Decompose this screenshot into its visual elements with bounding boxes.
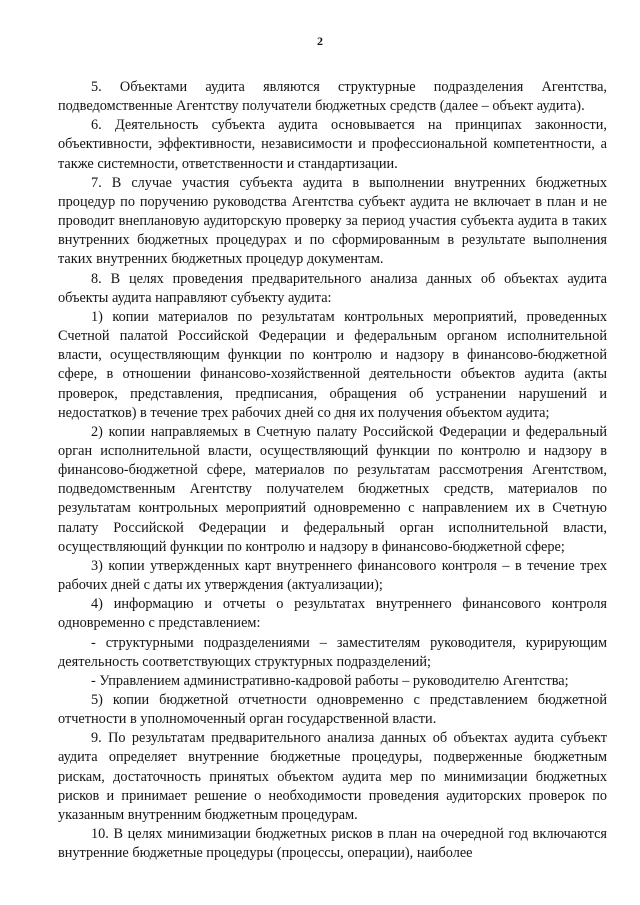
paragraph-8-item-4: 4) информацию и отчеты о результатах внутреннего финансового контроля одновременно с представлением: [58, 596, 607, 632]
paragraph-8-item-1: 1) копии материалов по результатам контрольных мероприятий, проведенных Счетной палатой Российской Федерации и федеральным органом исполнительной власти, осуществляющим функции по контролю и надзору в финансово-бюджетной сфере, в отношении финансово-хозяйственной деятельности объектов аудита (акты проверок, представления, предписания, обращения об устранении нарушений и недостатков) в течение трех рабочих дней со дня их получения объектом аудита; [58, 308, 607, 421]
paragraph-5: 5. Объектами аудита являются структурные подразделения Агентства, подведомственные Агентству получатели бюджетных средств (далее – объект аудита). [58, 79, 607, 115]
paragraph-8: 8. В целях проведения предварительного анализа данных об объектах аудита объекты аудита направляют субъекту аудита: [58, 270, 607, 306]
paragraph-6: 6. Деятельность субъекта аудита основывается на принципах законности, объективности, эффективности, независимости и профессиональной компетентности, а также системности, ответственности и стандартизации. [58, 117, 607, 172]
paragraph-9: 9. По результатам предварительного анализа данных об объектах аудита субъект аудита определяет внутренние бюджетные процедуры, подверженные бюджетным рискам, достаточность принятых объектом аудита мер по минимизации бюджетных рисков и принимает решение о необходимости проведения аудиторских проверок по указанным внутренним бюджетным процедурам. [58, 730, 607, 823]
paragraph-8-item-5: 5) копии бюджетной отчетности одновременно с представлением бюджетной отчетности в уполномоченный орган государственной власти. [58, 692, 607, 728]
page-number: 2 [317, 34, 323, 48]
paragraph-8-item-2: 2) копии направляемых в Счетную палату Российской Федерации и федеральный орган исполнительной власти, осуществляющий функции по контролю и надзору в финансово-бюджетной сфере, материалов по результатам рассмотрения Агентством, подведомственным Агентству получателем бюджетных средств, материалов по результатам контрольных мероприятий одновременно с направлением их в Счетную палату Российской Федерации и федеральный орган исполнительной власти, осуществляющий функции по контролю и надзору в финансово-бюджетной сфере; [58, 423, 607, 555]
paragraph-7: 7. В случае участия субъекта аудита в выполнении внутренних бюджетных процедур по поручению руководства Агентства субъект аудита не включает в план и не проводит внеплановую аудиторскую проверку за период участия субъекта аудита в таких внутренних бюджетных процедурах и по сформированным в результате выполнения таких внутренних бюджетных процедур документам. [58, 174, 607, 268]
paragraph-10: 10. В целях минимизации бюджетных рисков в план на очередной год включаются внутренние бюджетные процедуры (процессы, операции), наиболее [58, 826, 607, 862]
paragraph-8-item-3: 3) копии утвержденных карт внутреннего финансового контроля – в течение трех рабочих дней с даты их утверждения (актуализации); [58, 557, 607, 594]
paragraph-8-item-4-dash-2: - Управлением административно-кадровой работы – руководителю Агентства; [91, 672, 569, 689]
paragraph-8-item-4-dash-1: - структурными подразделениями – заместителям руководителя, курирующим деятельность соответствующих структурных подразделений; [58, 634, 607, 670]
document-body [58, 78, 607, 863]
